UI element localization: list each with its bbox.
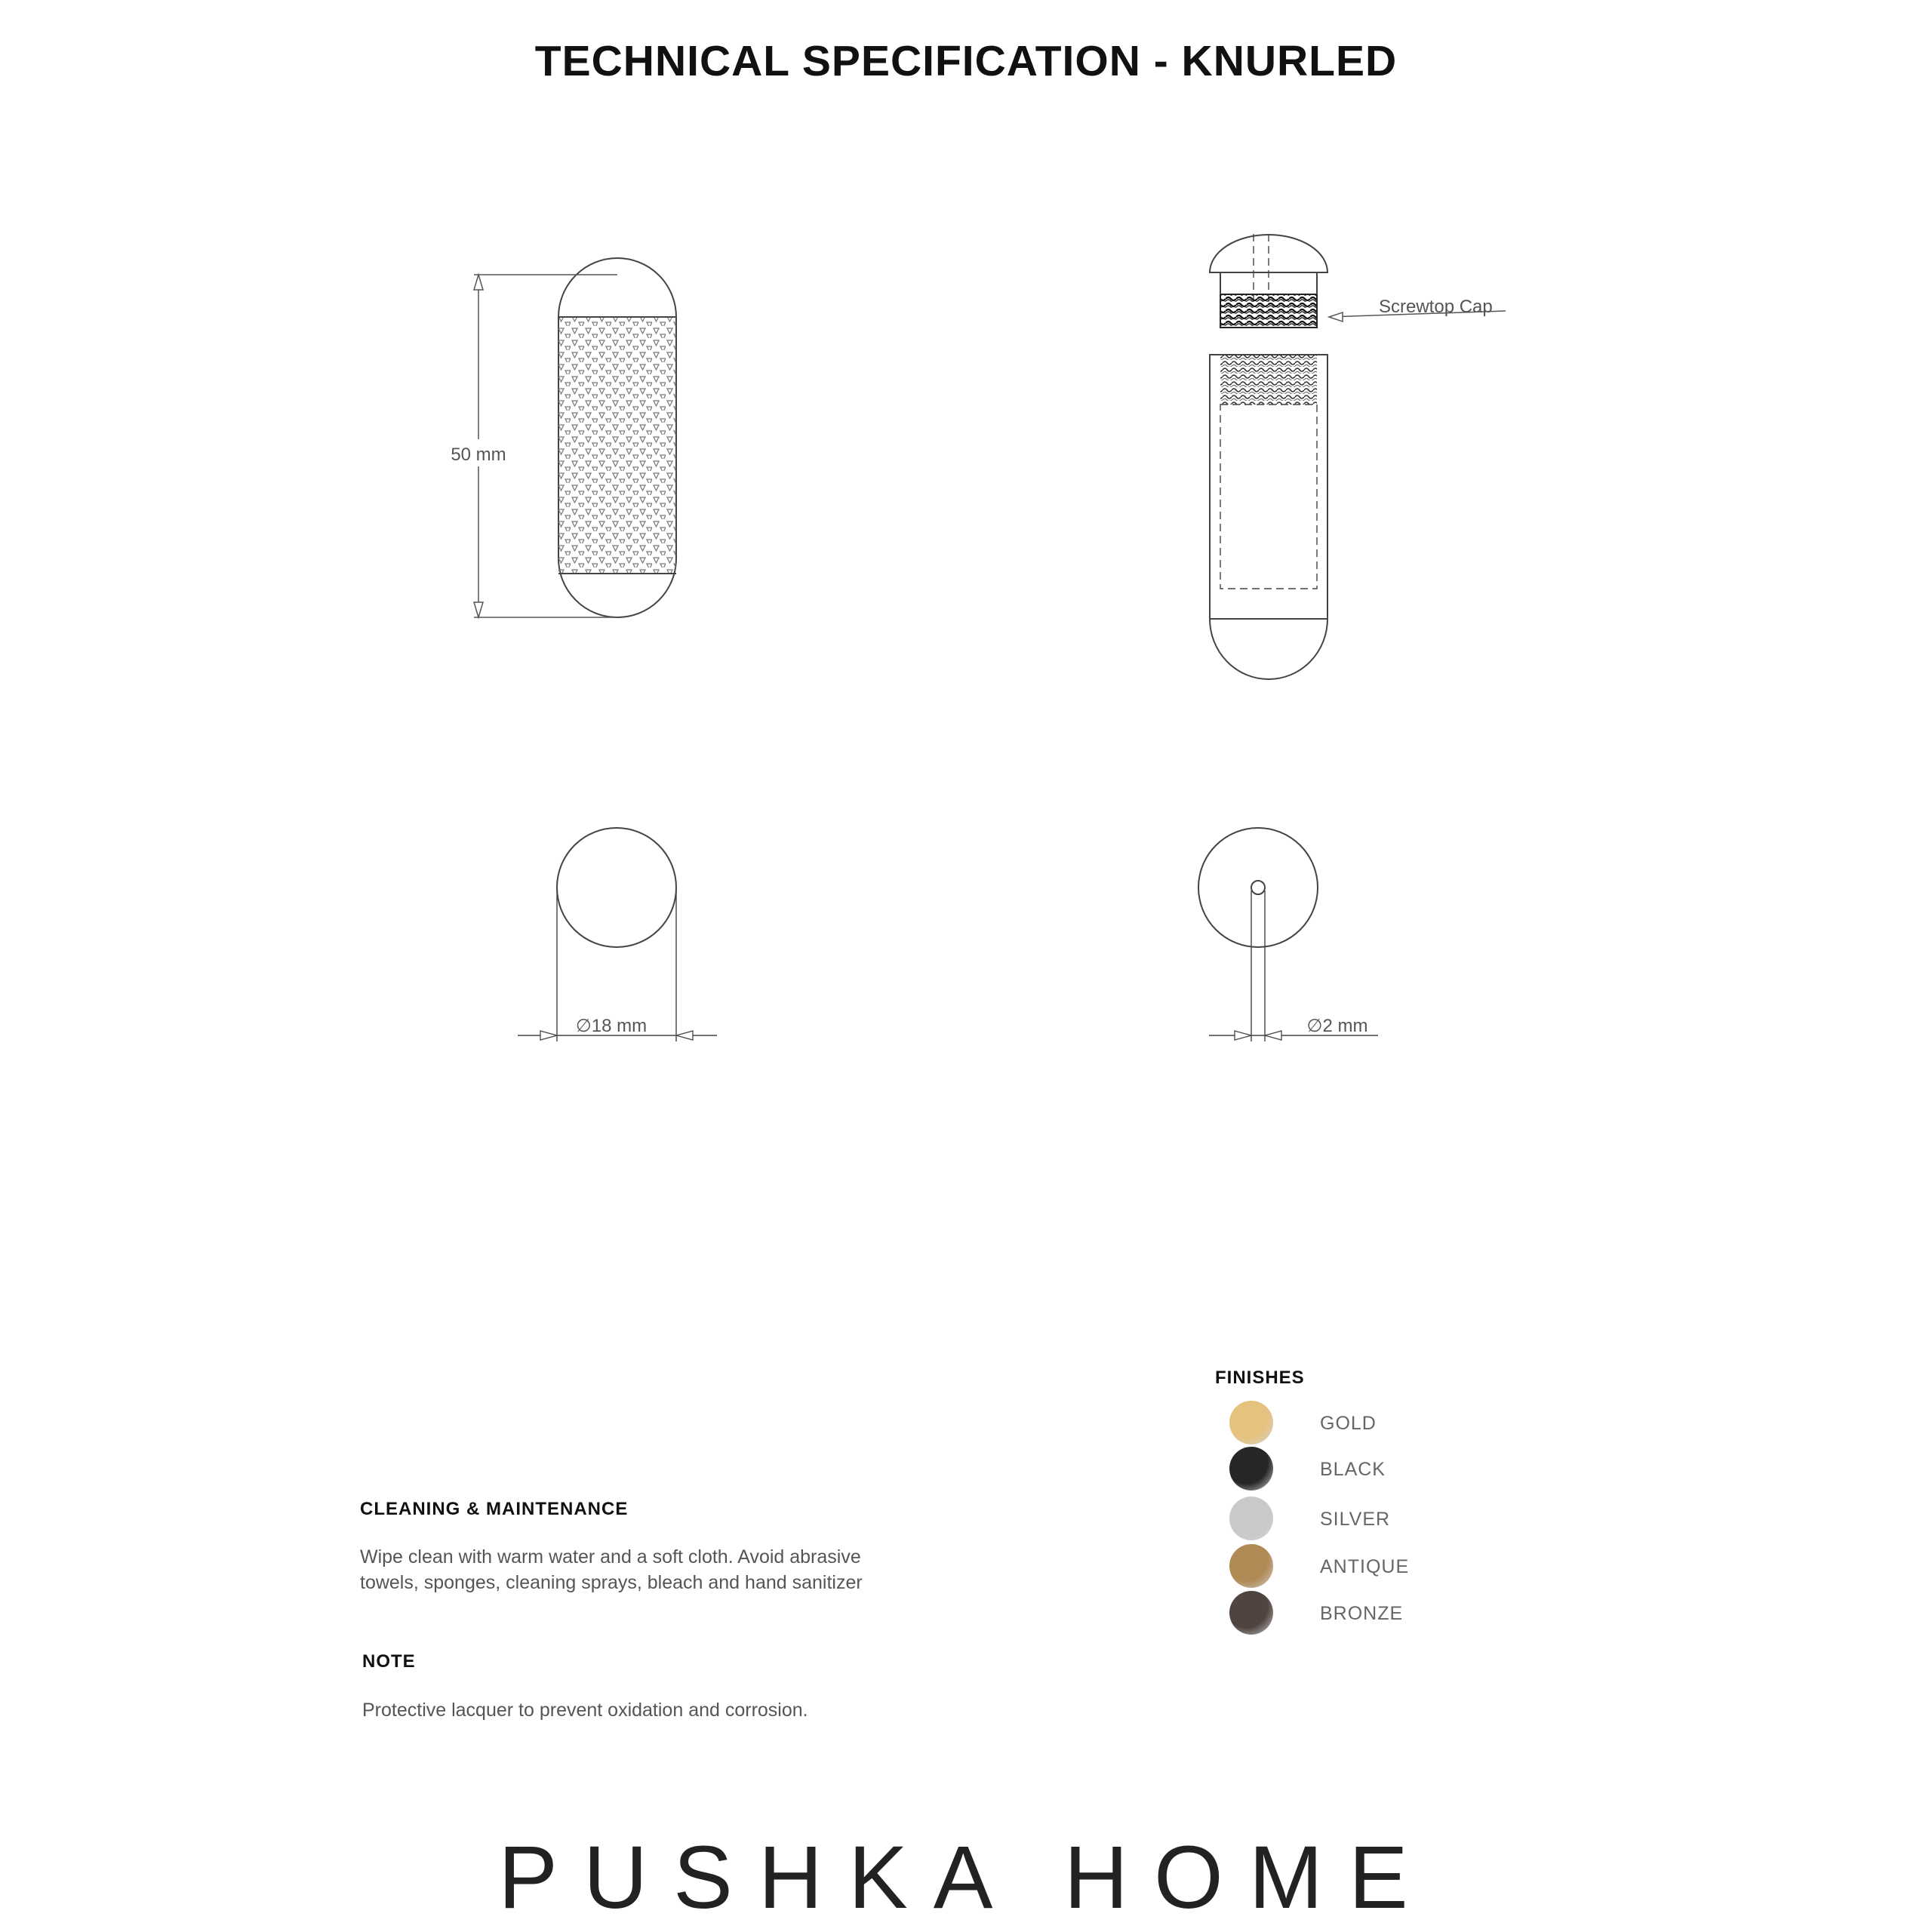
finish-swatch-antique xyxy=(1229,1544,1273,1588)
note-heading: NOTE xyxy=(362,1651,416,1672)
finish-label-bronze: BRONZE xyxy=(1320,1603,1404,1624)
finish-label-gold: GOLD xyxy=(1320,1413,1377,1434)
height-dimension-label: 50 mm xyxy=(451,445,506,465)
finish-swatch-bronze xyxy=(1229,1591,1273,1635)
finish-swatch-black xyxy=(1229,1447,1273,1491)
diameter-label: ∅18 mm xyxy=(575,1016,648,1036)
note-text: Protective lacquer to prevent oxidation and corrosion. xyxy=(362,1700,808,1721)
section-view xyxy=(1210,234,1327,679)
body-cavity xyxy=(1220,405,1317,589)
cleaning-text-line-2: towels, sponges, cleaning sprays, bleach and hand sanitizer xyxy=(360,1572,863,1593)
finish-swatch-silver xyxy=(1229,1497,1273,1540)
body-bottom xyxy=(1210,619,1327,679)
brand-logo: PUSHKA HOME xyxy=(498,1828,1434,1927)
page-title: TECHNICAL SPECIFICATION - KNURLED xyxy=(534,37,1398,85)
top-view-left xyxy=(518,828,717,1041)
cleaning-text-line-1: Wipe clean with warm water and a soft cloth. Avoid abrasive xyxy=(360,1546,861,1567)
top-view-right xyxy=(1198,828,1378,1041)
side-view xyxy=(558,258,676,617)
cap-thread xyxy=(1220,294,1317,328)
cleaning-heading: CLEANING & MAINTENANCE xyxy=(360,1499,629,1519)
body-thread xyxy=(1220,355,1317,405)
finish-label-silver: SILVER xyxy=(1320,1509,1391,1530)
hole-diameter-label: ∅2 mm xyxy=(1306,1016,1368,1036)
finish-label-black: BLACK xyxy=(1320,1459,1386,1480)
knurled-band xyxy=(558,317,676,574)
cap-label: Screwtop Cap xyxy=(1379,297,1493,317)
finishes-heading: FINISHES xyxy=(1215,1367,1305,1388)
finish-label-antique: ANTIQUE xyxy=(1320,1556,1410,1577)
finish-swatch-gold xyxy=(1229,1401,1273,1444)
